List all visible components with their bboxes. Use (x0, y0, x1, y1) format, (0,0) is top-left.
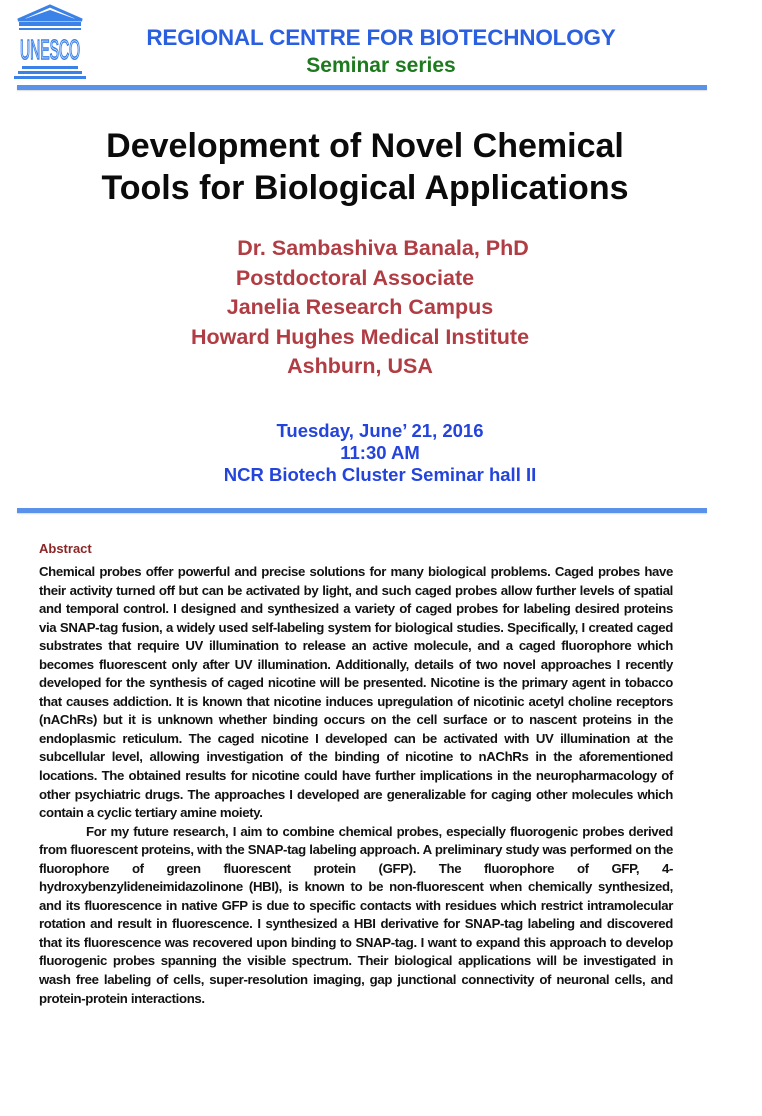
title-line-1: Development of Novel Chemical (106, 127, 624, 165)
section-divider (17, 508, 707, 513)
seminar-title (0, 125, 730, 209)
abstract-heading: Abstract (39, 541, 92, 556)
title-line-2: Tools for Biological Applications (101, 169, 629, 207)
event-time: 11:30 AM (340, 442, 420, 463)
speaker-institute: Howard Hughes Medical Institute (190, 324, 530, 349)
event-details (0, 420, 760, 486)
organization-name: REGIONAL CENTRE FOR BIOTECHNOLOGY (146, 25, 616, 50)
event-date: Tuesday, June’ 21, 2016 (276, 420, 484, 441)
speaker-location: Ashburn, USA (287, 354, 433, 378)
abstract-body (39, 563, 673, 1008)
header-divider (17, 85, 707, 90)
speaker-info (0, 234, 720, 382)
speaker-name: Dr. Sambashiva Banala, PhD (237, 236, 529, 260)
logo-text: UNESCO (20, 34, 80, 65)
speaker-position: Postdoctoral Associate (235, 265, 475, 290)
abstract-paragraph-1: Chemical probes offer powerful and precise solutions for many biological problems. Caged probes have their activity turned off but can be activated by light, and such caged probes allow further levels of spatial and temporal control. I designed and synthesized a variety of caged probes for labeling desired proteins via SNAP-tag fusion, a widely used self-labeling system for biological studies. Specifically, I created caged substrates that require UV illumination to release an active molecule, and a caged fluorophore which becomes fluorescent only after UV illumination. Additionally, details of two novel approaches I recently developed for the synthesis of caged nicotine will be presented. Nicotine is the primary agent in tobacco that causes addiction. It is known that nicotine induces upregulation of nicotinic acetyl choline receptors (nAChRs) but it is unknown whether binding occurs on the cell surface or to nascent proteins in the endoplasmic reticulum. The caged nicotine I developed can be activated with UV illumination at the subcellular level, allowing investigation of the binding of nicotine to nAChRs in the aforementioned locations. The obtained results for nicotine could have further implications in the neuropharmacology of other psychiatric drugs. The approaches I developed are generalizable for caging other molecules which contain a cyclic tertiary amine moiety. (39, 564, 673, 821)
event-venue: NCR Biotech Cluster Seminar hall II (223, 464, 537, 485)
speaker-campus: Janelia Research Campus (226, 295, 494, 319)
seminar-series-label: Seminar series (306, 54, 456, 77)
abstract-paragraph-2: For my future research, I aim to combine chemical probes, especially fluorogenic probes derived from fluorescent proteins, with the SNAP-tag labeling approach. A preliminary study was performed on the fluorophore of green fluorescent protein (GFP). The fluorophore of GFP, 4-hydroxybenzylideneimidazolinone (HBI), is known to be non-fluorescent when chemically synthesized, and its fluorescence in native GFP is due to specific contacts with residues which restrict intramolecular rotation and result in fluorescence. I synthesized a HBI derivative for SNAP-tag labeling and discovered that its fluorescence was recovered upon binding to SNAP-tag. I want to expand this approach to develop fluorogenic probes spanning the visible spectrum. Their biological applications will be investigated in wash free labeling of cells, super-resolution imaging, gap junctional connectivity of neuronal cells, and protein-protein interactions. (39, 823, 673, 1006)
